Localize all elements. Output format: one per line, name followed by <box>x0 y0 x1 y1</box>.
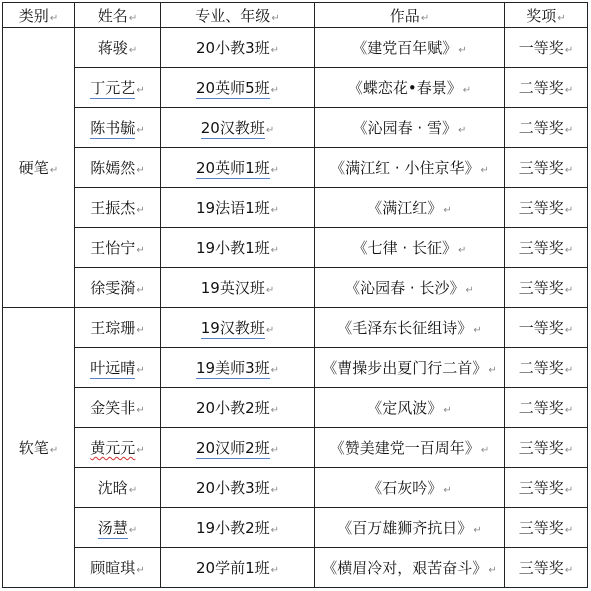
award-cell <box>505 508 588 548</box>
name-cell <box>75 348 161 388</box>
name-cell <box>75 268 161 308</box>
paragraph-mark-icon: ↵ <box>480 165 489 176</box>
name-cell <box>75 468 161 508</box>
class-cell <box>161 228 315 268</box>
header-category: 类别↵ <box>3 3 75 28</box>
paragraph-mark-icon: ↵ <box>136 165 145 176</box>
table-row <box>3 268 588 308</box>
award-cell <box>505 268 588 308</box>
paragraph-mark-icon: ↵ <box>564 285 574 296</box>
paragraph-mark-icon: ↵ <box>136 125 145 136</box>
paragraph-mark-icon: ↵ <box>136 365 145 376</box>
class-cell <box>161 308 315 348</box>
paragraph-mark-icon: ↵ <box>136 445 145 456</box>
paragraph-mark-icon: ↵ <box>136 405 145 416</box>
student-name: 丁元艺 <box>90 79 136 97</box>
class-name: 19汉教班 <box>200 319 265 337</box>
paragraph-mark-icon: ↵ <box>128 12 138 24</box>
student-name: 徐雯漪 <box>90 279 136 297</box>
work-title: 《蝶恋花•春景》 <box>347 79 462 97</box>
award-cell <box>505 468 588 508</box>
student-name: 顾暄琪 <box>90 559 136 577</box>
table-row <box>3 508 588 548</box>
award-level: 二等奖 <box>518 359 564 377</box>
paragraph-mark-icon: ↵ <box>270 45 280 56</box>
work-cell <box>315 28 505 68</box>
class-name: 20小教3班 <box>195 479 270 497</box>
paragraph-mark-icon: ↵ <box>270 365 280 376</box>
paragraph-mark-icon: ↵ <box>473 325 482 336</box>
work-cell <box>315 468 505 508</box>
paragraph-mark-icon: ↵ <box>564 365 574 376</box>
work-title: 《赞美建党一百周年》 <box>329 439 480 457</box>
name-cell <box>75 428 161 468</box>
paragraph-mark-icon: ↵ <box>473 525 482 536</box>
paragraph-mark-icon: ↵ <box>564 525 574 536</box>
class-cell <box>161 428 315 468</box>
table-row <box>3 348 588 388</box>
name-cell <box>75 108 161 148</box>
paragraph-mark-icon: ↵ <box>564 205 574 216</box>
paragraph-mark-icon: ↵ <box>420 12 430 24</box>
paragraph-mark-icon: ↵ <box>49 445 59 456</box>
paragraph-mark-icon: ↵ <box>270 405 280 416</box>
award-cell <box>505 388 588 428</box>
award-level: 三等奖 <box>518 199 564 217</box>
paragraph-mark-icon: ↵ <box>136 205 145 216</box>
class-cell <box>161 548 315 588</box>
paragraph-mark-icon: ↵ <box>270 205 280 216</box>
header-class: 专业、年级↵ <box>161 3 315 28</box>
class-name: 20学前1班 <box>195 559 270 577</box>
paragraph-mark-icon: ↵ <box>128 485 138 496</box>
class-cell <box>161 348 315 388</box>
student-name: 王怡宁 <box>90 239 136 257</box>
work-title: 《百万雄狮齐抗日》 <box>337 519 473 537</box>
awards-table <box>2 2 588 588</box>
award-level: 二等奖 <box>518 119 564 137</box>
paragraph-mark-icon: ↵ <box>136 85 145 96</box>
award-cell <box>505 228 588 268</box>
class-name: 20英师1班 <box>195 159 270 177</box>
class-name: 19法语1班 <box>195 199 270 217</box>
paragraph-mark-icon: ↵ <box>136 565 145 576</box>
paragraph-mark-icon: ↵ <box>457 245 467 256</box>
table-row <box>3 228 588 268</box>
table-row <box>3 108 588 148</box>
paragraph-mark-icon: ↵ <box>564 405 574 416</box>
work-title: 《沁园春 · 长沙》 <box>345 279 465 297</box>
student-name: 陈嫣然 <box>90 159 136 177</box>
table-row <box>3 68 588 108</box>
header-work: 作品↵ <box>315 3 505 28</box>
award-cell <box>505 188 588 228</box>
paragraph-mark-icon: ↵ <box>49 165 59 176</box>
paragraph-mark-icon: ↵ <box>136 285 145 296</box>
name-cell <box>75 28 161 68</box>
paragraph-mark-icon: ↵ <box>564 245 574 256</box>
paragraph-mark-icon: ↵ <box>128 45 138 56</box>
name-cell <box>75 548 161 588</box>
class-name: 20英师5班 <box>195 79 270 97</box>
award-level: 三等奖 <box>518 559 564 577</box>
work-cell <box>315 148 505 188</box>
paragraph-mark-icon: ↵ <box>136 245 145 256</box>
name-cell <box>75 508 161 548</box>
name-cell <box>75 228 161 268</box>
student-name: 蒋骏 <box>97 39 128 57</box>
paragraph-mark-icon: ↵ <box>488 365 497 376</box>
work-cell <box>315 348 505 388</box>
award-cell <box>505 68 588 108</box>
name-cell <box>75 68 161 108</box>
paragraph-mark-icon: ↵ <box>564 485 574 496</box>
category-label: 硬笔 <box>18 159 49 177</box>
work-title: 《定风波》 <box>367 399 443 417</box>
class-cell <box>161 188 315 228</box>
paragraph-mark-icon: ↵ <box>443 205 452 216</box>
work-title: 《横眉冷对，艰苦奋斗》 <box>322 559 488 577</box>
award-level: 二等奖 <box>518 399 564 417</box>
paragraph-mark-icon: ↵ <box>270 85 280 96</box>
work-title: 《石灰吟》 <box>367 479 443 497</box>
table-row <box>3 148 588 188</box>
class-name: 19小教1班 <box>195 239 270 257</box>
award-level: 三等奖 <box>518 279 564 297</box>
student-name: 黄元元 <box>90 439 136 457</box>
class-cell <box>161 508 315 548</box>
class-name: 19小教2班 <box>195 519 270 537</box>
work-title: 《建党百年赋》 <box>352 39 458 57</box>
work-cell <box>315 188 505 228</box>
table-row <box>3 188 588 228</box>
class-cell <box>161 388 315 428</box>
student-name: 陈书毓 <box>90 119 136 137</box>
work-title: 《沁园春 · 雪》 <box>352 119 457 137</box>
paragraph-mark-icon: ↵ <box>457 125 467 136</box>
award-cell <box>505 108 588 148</box>
award-level: 三等奖 <box>518 439 564 457</box>
header-name: 姓名↵ <box>75 3 161 28</box>
name-cell <box>75 148 161 188</box>
header-row <box>3 3 588 28</box>
paragraph-mark-icon: ↵ <box>270 525 280 536</box>
paragraph-mark-icon: ↵ <box>465 285 474 296</box>
award-cell <box>505 428 588 468</box>
work-title: 《满江红》 <box>367 199 443 217</box>
paragraph-mark-icon: ↵ <box>270 445 280 456</box>
work-cell <box>315 268 505 308</box>
award-cell <box>505 348 588 388</box>
table-row <box>3 388 588 428</box>
work-cell <box>315 308 505 348</box>
paragraph-mark-icon: ↵ <box>458 45 467 56</box>
award-level: 三等奖 <box>518 239 564 257</box>
paragraph-mark-icon: ↵ <box>564 325 574 336</box>
class-cell <box>161 148 315 188</box>
table-row <box>3 308 588 348</box>
paragraph-mark-icon: ↵ <box>270 565 280 576</box>
work-title: 《曹操步出夏门行二首》 <box>322 359 488 377</box>
class-cell <box>161 68 315 108</box>
paragraph-mark-icon: ↵ <box>265 285 275 296</box>
paragraph-mark-icon: ↵ <box>265 125 275 136</box>
award-level: 二等奖 <box>518 79 564 97</box>
class-cell <box>161 468 315 508</box>
paragraph-mark-icon: ↵ <box>270 485 280 496</box>
student-name: 王振杰 <box>90 199 136 217</box>
name-cell <box>75 388 161 428</box>
category-cell <box>3 308 75 588</box>
paragraph-mark-icon: ↵ <box>443 405 452 416</box>
paragraph-mark-icon: ↵ <box>557 12 566 24</box>
work-cell <box>315 228 505 268</box>
student-name: 叶远晴 <box>90 359 136 377</box>
class-name: 19美师3班 <box>195 359 270 377</box>
student-name: 王琮珊 <box>90 319 136 337</box>
table-row <box>3 28 588 68</box>
paragraph-mark-icon: ↵ <box>128 525 138 536</box>
paragraph-mark-icon: ↵ <box>271 12 280 24</box>
header-award: 奖项↵ <box>505 3 588 28</box>
category-label: 软笔 <box>18 439 49 457</box>
award-level: 三等奖 <box>518 479 564 497</box>
award-cell <box>505 28 588 68</box>
table-row <box>3 468 588 508</box>
class-cell <box>161 28 315 68</box>
class-name: 20汉教班 <box>200 119 265 137</box>
award-cell <box>505 308 588 348</box>
paragraph-mark-icon: ↵ <box>480 445 490 456</box>
student-name: 汤慧 <box>97 519 128 537</box>
paragraph-mark-icon: ↵ <box>270 165 280 176</box>
student-name: 沈晗 <box>97 479 128 497</box>
award-level: 三等奖 <box>518 159 564 177</box>
table-row <box>3 548 588 588</box>
work-cell <box>315 388 505 428</box>
award-level: 三等奖 <box>518 519 564 537</box>
table-row <box>3 428 588 468</box>
paragraph-mark-icon: ↵ <box>488 565 497 576</box>
work-cell <box>315 548 505 588</box>
class-cell <box>161 268 315 308</box>
paragraph-mark-icon: ↵ <box>564 85 574 96</box>
work-cell <box>315 508 505 548</box>
paragraph-mark-icon: ↵ <box>564 125 574 136</box>
paragraph-mark-icon: ↵ <box>265 325 275 336</box>
award-level: 一等奖 <box>518 319 564 337</box>
work-cell <box>315 108 505 148</box>
class-name: 20汉师2班 <box>195 439 270 457</box>
class-name: 20小教3班 <box>195 39 270 57</box>
student-name: 金笑非 <box>90 399 136 417</box>
class-name: 19英汉班 <box>200 279 265 297</box>
paragraph-mark-icon: ↵ <box>49 12 59 24</box>
award-cell <box>505 548 588 588</box>
paragraph-mark-icon: ↵ <box>564 165 574 176</box>
paragraph-mark-icon: ↵ <box>564 565 574 576</box>
paragraph-mark-icon: ↵ <box>564 445 574 456</box>
paragraph-mark-icon: ↵ <box>136 325 145 336</box>
name-cell <box>75 188 161 228</box>
paragraph-mark-icon: ↵ <box>462 85 472 96</box>
work-title: 《七律 · 长征》 <box>352 239 457 257</box>
paragraph-mark-icon: ↵ <box>443 485 452 496</box>
award-cell <box>505 148 588 188</box>
category-cell <box>3 28 75 308</box>
work-title: 《满江红 · 小住京华》 <box>330 159 480 177</box>
work-title: 《毛泽东长征组诗》 <box>337 319 473 337</box>
work-cell <box>315 428 505 468</box>
name-cell <box>75 308 161 348</box>
award-level: 一等奖 <box>518 39 564 57</box>
work-cell <box>315 68 505 108</box>
class-cell <box>161 108 315 148</box>
class-name: 20小教2班 <box>195 399 270 417</box>
paragraph-mark-icon: ↵ <box>270 245 280 256</box>
paragraph-mark-icon: ↵ <box>564 45 574 56</box>
